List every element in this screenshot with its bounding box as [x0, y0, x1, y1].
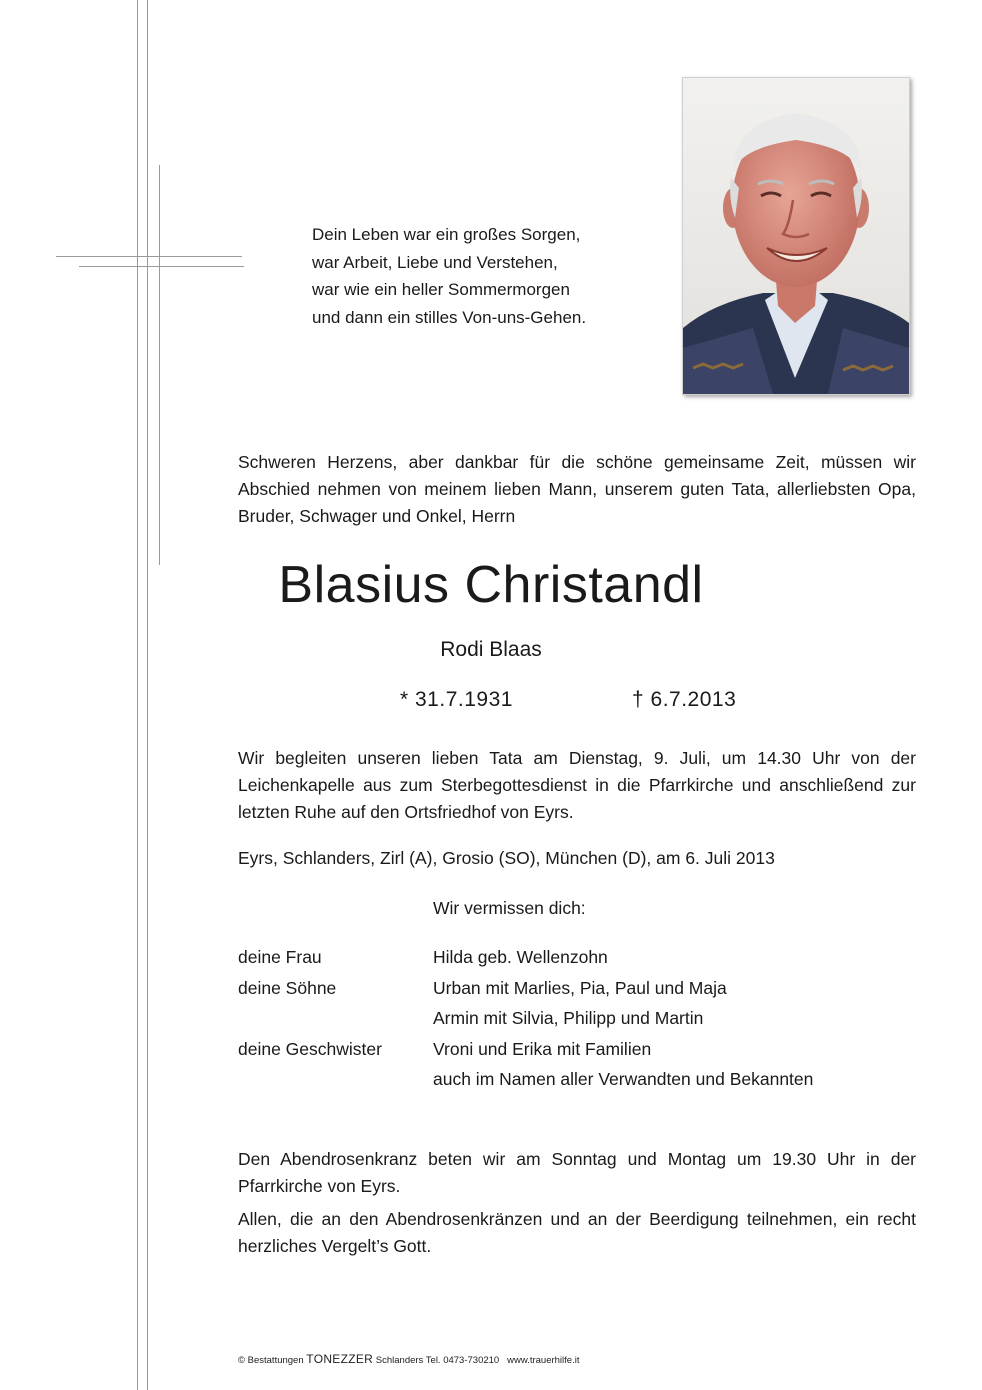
footer-city: Schlanders — [375, 1355, 424, 1366]
mourner-names: Urban mit Marlies, Pia, Paul und Maja — [433, 978, 727, 998]
cross-bar-top — [56, 256, 242, 257]
death-date: † 6.7.2013 — [632, 688, 737, 711]
deceased-nickname: Rodi Blaas — [440, 638, 542, 661]
footer-brand: TONEZZER — [306, 1352, 374, 1366]
funeral-paragraph: Wir begleiten unseren lieben Tata am Dienstag, 9. Juli, um 14.30 Uhr von der Leichenkapelle aus zum Sterbegottesdienst in die Pfarrkirche und anschließend zur letzten Ruhe auf den Ortsfriedhof von Eyrs. — [238, 748, 916, 822]
footer-phone: Tel. 0473-730210 — [425, 1355, 500, 1366]
footer-imprint — [238, 1352, 579, 1366]
mourner-relation: deine Geschwister — [238, 1039, 382, 1059]
portrait-illustration — [683, 78, 909, 394]
poem-line: war wie ein heller Sommermorgen — [312, 280, 570, 299]
footer-website: www.trauerhilfe.it — [507, 1355, 580, 1366]
intro-paragraph: Schweren Herzens, aber dankbar für die schöne gemeinsame Zeit, müssen wir Abschied nehmen von meinem lieben Mann, unserem guten Tata, allerliebsten Opa, Bruder, Schwager und Onkel, Herrn — [238, 452, 916, 526]
poem-line: und dann ein stilles Von-uns-Gehen. — [312, 307, 587, 327]
mourner-names: Hilda geb. Wellenzohn — [433, 947, 608, 967]
place-date: Eyrs, Schlanders, Zirl (A), Grosio (SO), München (D), am 6. Juli 2013 — [238, 848, 775, 868]
mourner-names: Armin mit Silvia, Philipp und Martin — [433, 1008, 704, 1028]
cross-long-line-right — [147, 0, 148, 1390]
cross-bar-bottom — [79, 266, 244, 267]
rosary-paragraph: Den Abendrosenkranz beten wir am Sonntag und Montag um 19.30 Uhr in der Pfarrkirche von Eyrs. — [238, 1149, 916, 1196]
mourner-names: Vroni und Erika mit Familien — [433, 1039, 652, 1059]
poem — [312, 221, 586, 331]
miss-you-heading: Wir vermissen dich: — [433, 898, 586, 918]
mourner-relation: deine Söhne — [238, 978, 337, 998]
mourner-relation: deine Frau — [238, 947, 322, 967]
cross-long-line-left — [137, 0, 138, 1390]
deceased-name: Blasius Christandl — [278, 556, 704, 614]
birth-date: * 31.7.1931 — [400, 688, 513, 711]
portrait-photo — [682, 77, 910, 395]
footer-prefix: © Bestattungen — [238, 1355, 304, 1366]
poem-line: war Arbeit, Liebe und Verstehen, — [312, 252, 558, 272]
mourner-names: auch im Namen aller Verwandten und Bekannten — [433, 1069, 814, 1089]
cross-short-line — [159, 165, 160, 565]
poem-line: Dein Leben war ein großes Sorgen, — [312, 225, 581, 244]
thanks-paragraph: Allen, die an den Abendrosenkränzen und an der Beerdigung teilnehmen, ein recht herzliches Vergelt’s Gott. — [238, 1209, 916, 1256]
